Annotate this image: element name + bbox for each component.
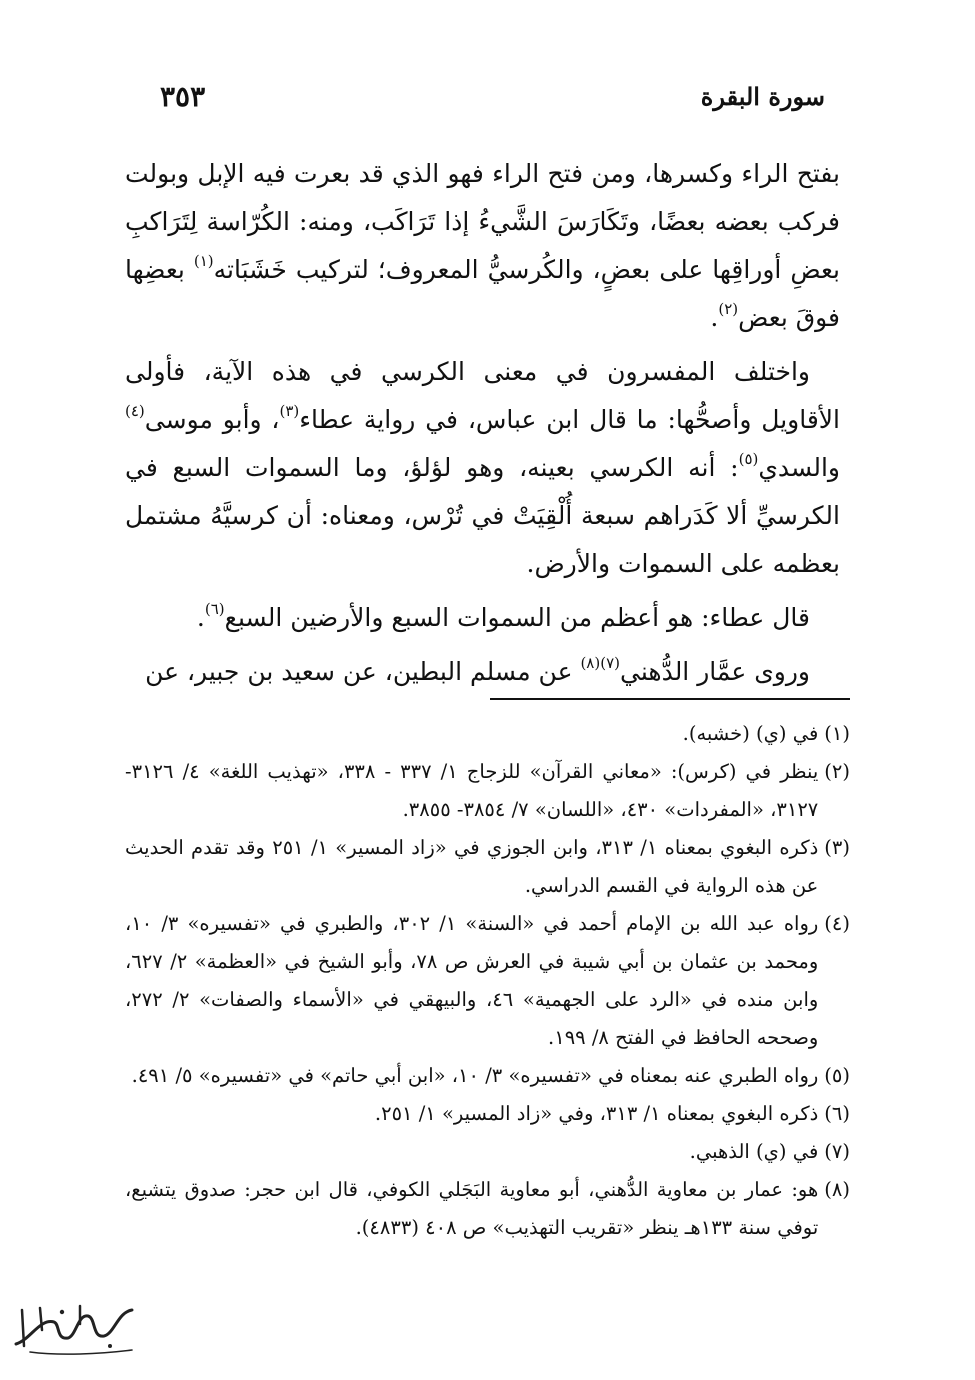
footnote-text: ذكره البغوي بمعناه ١/ ٣١٣، وابن الجوزي في «زاد المسير» ١/ ٢٥١ وقد تقدم الحديث عن هذه الرواية في القسم الدراسي. xyxy=(125,836,819,897)
text-segment: : أنه الكرسي بعينه، وهو لؤلؤ، وما السموات السبع في الكرسيِّ ألا كَدَراهم سبعة أُلْقِيَتْ في تُرْس، ومعناه: أن كرسيَّهُ مشتمل بعظمه على السموات والأرض. xyxy=(125,453,840,578)
text-segment: . xyxy=(196,603,205,632)
footnote-number: (٢) xyxy=(824,760,850,783)
calligraphy-logo-icon xyxy=(10,1300,140,1360)
footnote-marker[interactable]: (٦) xyxy=(204,600,225,618)
footnote xyxy=(125,715,850,753)
footnote xyxy=(125,829,850,905)
footnote-number: (٦) xyxy=(824,1102,850,1125)
paragraph xyxy=(125,348,840,588)
footnote-number: (٧) xyxy=(824,1140,850,1163)
footnote-number: (٤) xyxy=(824,912,850,935)
text-segment: عن مسلم البطين، عن سعيد بن جبير، عن xyxy=(145,657,581,686)
footnote-number: (٣) xyxy=(824,836,850,859)
logo-stroke xyxy=(22,1306,80,1346)
footnote-text: هو: عمار بن معاوية الدُّهني، أبو معاوية البَجَلي الكوفي، قال ابن حجر: صدوق يتشيع، توفي سنة ١٣٣هـ ينظر «تقريب التهذيب» ص ٤٠٨ (٤٨٣٣). xyxy=(125,1178,819,1239)
footnote-number: (٨) xyxy=(824,1178,850,1201)
footnote xyxy=(125,753,850,829)
footnote-number: (١) xyxy=(824,722,850,745)
footnote-marker[interactable]: (٧)(٨) xyxy=(580,654,620,672)
text-segment: واختلف المفسرون في معنى الكرسي في هذه الآية، فأولى الأقاويل وأصحُّها: ما قال ابن عباس، في رواية عطاء xyxy=(125,357,840,434)
text-segment: وروى عمَّار الدُّهني xyxy=(620,657,810,686)
text-segment: والسدي xyxy=(758,453,840,482)
footnote-marker[interactable]: (٣) xyxy=(279,402,300,420)
running-title: سورة البقرة xyxy=(700,82,825,111)
footnote-text: ذكره البغوي بمعناه ١/ ٣١٣، وفي «زاد المسير» ١/ ٢٥١. xyxy=(374,1102,819,1125)
footnote xyxy=(125,905,850,1057)
logo-dot xyxy=(108,1344,112,1348)
footnote-marker[interactable]: (١) xyxy=(193,252,214,270)
footnote-divider xyxy=(490,698,850,700)
footnote xyxy=(125,1133,850,1171)
footnote-number: (٥) xyxy=(824,1064,850,1087)
logo-stroke xyxy=(30,1350,132,1354)
page-header xyxy=(160,80,825,120)
logo-stroke xyxy=(16,1310,132,1344)
footnote-text: ينظر في (كرس): «معاني القرآن» للزجاج ١/ ٣٣٧ - ٣٣٨، «تهذيب اللغة» ٤/ ٣١٢٦- ٣١٢٧، «المفردات» ٤٣٠، «اللسان» ٧/ ٣٨٥٤- ٣٨٥٥. xyxy=(125,760,819,821)
text-segment: ، وأبو موسى xyxy=(144,405,280,434)
paragraph xyxy=(125,648,840,696)
paragraph xyxy=(125,594,840,642)
footnote-marker[interactable]: (٥) xyxy=(738,450,759,468)
footnote-text: رواه الطبري عنه بمعناه في «تفسيره» ٣/ ١٠، «ابن أبي حاتم» في «تفسيره» ٥/ ٤٩١. xyxy=(131,1064,819,1087)
footnote-text: في (ي) الذهبي. xyxy=(689,1140,819,1163)
footnote-text: رواه عبد الله بن الإمام أحمد في «السنة» ١/ ٣٠٢، والطبري في «تفسيره» ٣/ ١٠، ومحمد بن عثمان بن أبي شيبة في العرش ص ٧٨، وأبو الشيخ في «العظمة» ٢/ ٦٢٧، وابن منده في «الرد على الجهمية» ٤٦، والبيهقي في «الأسماء والصفات» ٢/ ٢٧٢، وصححه الحافظ في الفتح ٨/ ١٩٩. xyxy=(125,912,819,1049)
text-segment: بفتح الراء وكسرها، ومن فتح الراء فهو الذي قد بعرت فيه الإبل وبولت فركب بعضه بعضًا، وتَكَارَسَ الشَّيءُ إذا تَرَاكَب، ومنه: الكُرّاسة لِتَرَاكبِ بعضِ أوراقِها على بعضٍ، والكُرسيُّ المعروف؛ لتركيب خَشَبَاته xyxy=(125,159,841,284)
text-segment: . xyxy=(710,303,719,332)
footnote xyxy=(125,1057,850,1095)
paragraph xyxy=(125,150,840,342)
text-segment: بعضِها فوقَ بعض xyxy=(125,255,840,332)
main-text xyxy=(125,150,840,696)
page-number: ٣٥٣ xyxy=(160,80,206,113)
footnote-marker[interactable]: (٤) xyxy=(125,402,145,420)
footnote-marker[interactable]: (٢) xyxy=(718,300,739,318)
text-segment: قال عطاء: هو أعظم من السموات السبع والأرضين السبع xyxy=(224,603,810,632)
footnote xyxy=(125,1171,850,1247)
footnote xyxy=(125,1095,850,1133)
footnotes xyxy=(125,715,850,1247)
footnote-text: في (ي) (خشبه). xyxy=(682,722,819,745)
logo-dot xyxy=(60,1310,64,1314)
